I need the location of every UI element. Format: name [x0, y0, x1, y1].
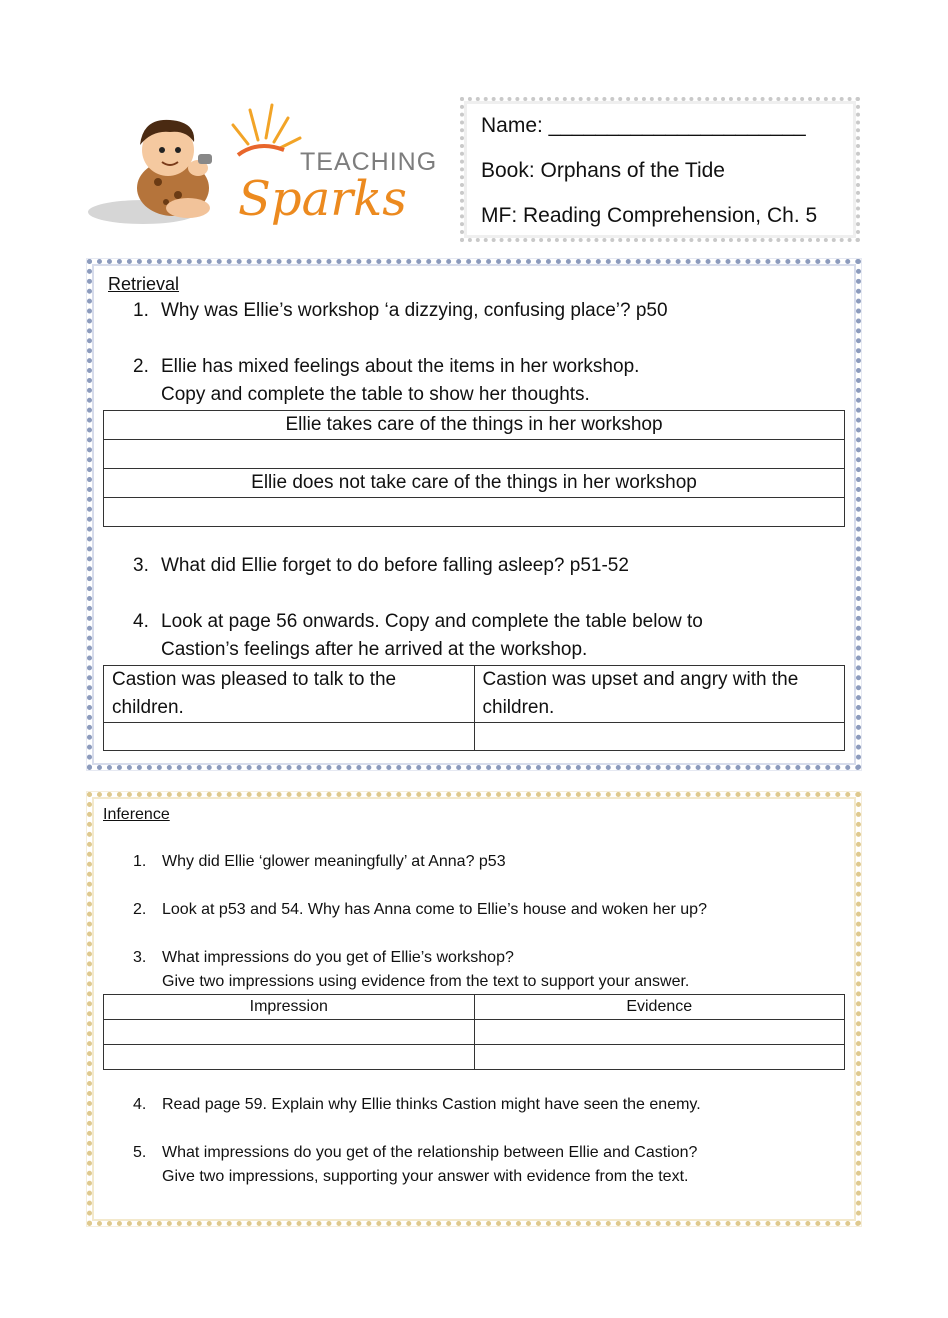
castion-table [103, 665, 845, 751]
question-number: 1. [133, 300, 149, 321]
impression-table [103, 994, 845, 1070]
castion-table-right-header [474, 666, 845, 723]
impression-answer-2[interactable] [104, 1045, 475, 1070]
retrieval-heading: Retrieval [108, 274, 180, 294]
question-number: 2. [133, 356, 149, 377]
impression-column-header: Impression [104, 995, 475, 1020]
castion-left-line1: Castion was pleased to talk to the [112, 669, 397, 690]
caveman-mascot-icon [88, 100, 448, 230]
castion-table-answer-right[interactable] [474, 723, 845, 751]
retrieval-question-4-line1: Look at page 56 onwards. Copy and complete the table below to [161, 611, 703, 632]
care-table [103, 410, 845, 527]
inference-question-2: Look at p53 and 54. Why has Anna come to Ellie’s house and woken her up? [162, 901, 707, 918]
retrieval-question-4-line2: Castion’s feelings after he arrived at the workshop. [161, 639, 588, 660]
mf-label: MF: Reading Comprehension, Ch. 5 [481, 204, 818, 227]
care-table-header-1: Ellie takes care of the things in her workshop [104, 411, 845, 440]
student-info-box [460, 97, 860, 242]
logo-text-bottom: Sparks [238, 171, 407, 227]
logo-text-top: TEACHING [300, 148, 438, 176]
care-table-answer-2[interactable] [104, 498, 845, 527]
castion-right-line2: children. [482, 697, 555, 718]
question-number: 3. [133, 949, 147, 966]
castion-right-line1: Castion was upset and angry with the [482, 669, 799, 690]
evidence-answer-2[interactable] [474, 1045, 845, 1070]
inference-question-4: Read page 59. Explain why Ellie thinks Castion might have seen the enemy. [162, 1096, 701, 1113]
inference-question-3-line1: What impressions do you get of Ellie’s workshop? [162, 949, 514, 966]
book-title: Book: Orphans of the Tide [481, 159, 725, 182]
inference-heading: Inference [103, 806, 170, 823]
inference-question-1: Why did Ellie ‘glower meaningfully’ at Anna? p53 [162, 853, 506, 870]
care-table-header-2: Ellie does not take care of the things in her workshop [104, 469, 845, 498]
impression-answer-1[interactable] [104, 1020, 475, 1045]
retrieval-question-2-line2: Copy and complete the table to show her thoughts. [161, 384, 590, 405]
castion-left-line2: children. [112, 697, 184, 718]
retrieval-question-2-line1: Ellie has mixed feelings about the items in her workshop. [161, 356, 640, 377]
question-number: 4. [133, 1096, 147, 1113]
inference-question-3-line2: Give two impressions using evidence from the text to support your answer. [162, 973, 690, 990]
teaching-sparks-logo [88, 100, 448, 230]
care-table-answer-1[interactable] [104, 440, 845, 469]
evidence-column-header: Evidence [474, 995, 845, 1020]
question-number: 1. [133, 853, 147, 870]
question-number: 4. [133, 611, 149, 632]
question-number: 5. [133, 1144, 147, 1161]
inference-question-5-line2: Give two impressions, supporting your answer with evidence from the text. [162, 1168, 689, 1185]
castion-table-left-header [104, 666, 475, 723]
retrieval-question-1: Why was Ellie’s workshop ‘a dizzying, confusing place’? p50 [161, 300, 668, 321]
evidence-answer-1[interactable] [474, 1020, 845, 1045]
question-number: 3. [133, 555, 149, 576]
name-field[interactable]: Name: ______________________ [481, 114, 806, 137]
castion-table-answer-left[interactable] [104, 723, 475, 751]
inference-question-5-line1: What impressions do you get of the relationship between Ellie and Castion? [162, 1144, 698, 1161]
question-number: 2. [133, 901, 147, 918]
retrieval-question-3: What did Ellie forget to do before falling asleep? p51-52 [161, 555, 629, 576]
